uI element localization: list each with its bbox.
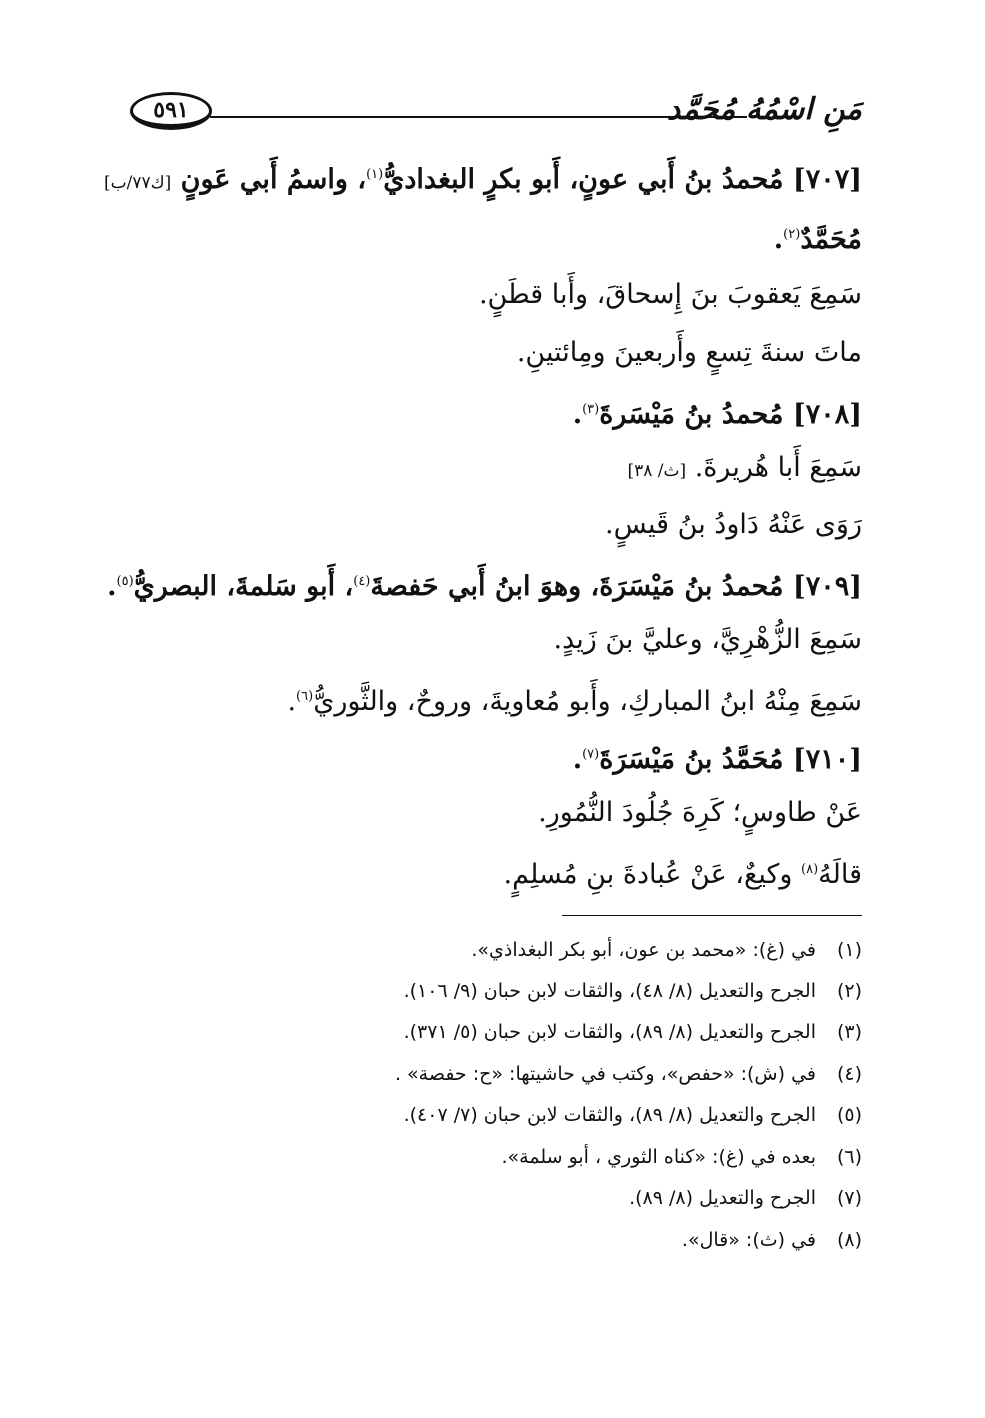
entry-text: [٧٠٧] مُحمدُ بنُ أَبي عونٍ، أَبو بكرٍ البغداديُّ	[383, 164, 862, 195]
entry-707-line-2	[774, 215, 862, 260]
footnote-8	[682, 1225, 862, 1255]
entry-text: .	[287, 686, 297, 717]
text-line	[627, 448, 862, 491]
footnote-number: (٦)	[836, 1146, 862, 1168]
entry-text: [٧٠٩] مُحمدُ بنُ مَيْسَرَةَ، وهوَ ابنُ أَبي حَفصةَ	[370, 571, 862, 602]
footnote-ref[interactable]: (٣)	[582, 402, 600, 417]
entry-708	[573, 390, 862, 435]
footnote-ref[interactable]: (١)	[366, 167, 384, 182]
text-line	[517, 333, 862, 373]
manuscript-marker: [ك٧٧/ب]	[103, 173, 172, 193]
entry-text: سَمِعَ يَعقوبَ بنَ إِسحاقَ، وأَبا قطَنٍ.	[478, 279, 862, 310]
entry-text: .	[572, 744, 583, 775]
page-number-badge	[130, 92, 212, 130]
footnote-text: في (ش): «حفص»، وكتب في حاشيتها: «ح: حفصة» .	[394, 1063, 816, 1085]
entry-text: .	[572, 399, 583, 430]
footnote-separator	[562, 915, 862, 916]
footnote-text: الجرح والتعديل (٨/ ٨٩).	[629, 1187, 816, 1209]
footnote-ref[interactable]: (٦)	[296, 689, 314, 704]
entry-709	[107, 562, 862, 607]
entry-text: وكيعٌ، عَنْ عُبادةَ بنِ مُسلِمٍ.	[503, 859, 802, 890]
entry-text: سَمِعَ مِنْهُ ابنُ المباركِ، وأَبو مُعاويةَ، وروحٌ، والثَّوريُّ	[313, 686, 862, 717]
footnote-6	[501, 1142, 862, 1172]
footnote-2	[404, 976, 862, 1006]
footnote-number: (٢)	[836, 980, 862, 1002]
footnote-4	[395, 1059, 862, 1089]
footnote-ref[interactable]: (٨)	[801, 862, 819, 877]
footnote-number: (٣)	[836, 1021, 862, 1043]
footnote-text: في (ث): «قال».	[681, 1229, 816, 1251]
entry-text: قالَهُ	[818, 859, 862, 890]
entry-text: ماتَ سنةَ تِسعٍ وأَربعينَ ومِائتينِ.	[516, 337, 862, 368]
entry-text: ، أَبو سَلمةَ، البصريُّ	[133, 571, 354, 602]
entry-text: عَنْ طاوسٍ؛ كَرِهَ جُلُودَ النُّمُورِ.	[538, 797, 862, 828]
entry-710	[573, 735, 862, 780]
footnote-ref[interactable]: (٥)	[116, 574, 134, 589]
footnote-number: (١)	[836, 939, 862, 961]
text-line	[479, 275, 862, 315]
entry-707-line-1	[104, 155, 862, 203]
entry-text: ، واسمُ أَبي عَونٍ	[171, 164, 367, 195]
footnote-text: الجرح والتعديل (٨/ ٨٩)، والثقات لابن حبان (٧/ ٤٠٧).	[403, 1104, 816, 1126]
footnote-text: بعده في (غ): «كناه الثوري ، أبو سلمة».	[501, 1146, 816, 1168]
entry-text: .	[773, 224, 784, 255]
entry-text: سَمِعَ الزُّهْرِيَّ، وعليَّ بنَ زَيدٍ.	[553, 624, 862, 655]
entry-text: [٧٠٨] مُحمدُ بنُ مَيْسَرةَ	[599, 399, 862, 430]
footnote-ref[interactable]: (٧)	[582, 747, 600, 762]
text-line	[605, 505, 862, 545]
text-line	[287, 677, 862, 722]
footnote-3	[404, 1017, 862, 1047]
footnote-5	[404, 1100, 862, 1130]
entry-text: [٧١٠] مُحَمَّدُ بنُ مَيْسَرَةَ	[599, 744, 862, 775]
text-line	[553, 620, 862, 660]
manuscript-marker: [ث/ ٣٨]	[627, 461, 687, 481]
footnote-number: (٨)	[836, 1229, 862, 1251]
text-line	[538, 793, 862, 833]
entry-text: رَوَى عَنْهُ دَاودُ بنُ قَيسٍ.	[605, 509, 862, 540]
footnote-number: (٧)	[836, 1187, 862, 1209]
footnote-ref[interactable]: (٢)	[783, 227, 801, 242]
entry-text: .	[107, 571, 117, 602]
running-title: مَنِ اسْمُهُ مُحَمَّد	[666, 92, 862, 127]
entry-text: سَمِعَ أَبا هُريرةَ.	[686, 452, 862, 483]
footnote-text: الجرح والتعديل (٨/ ٤٨)، والثقات لابن حبان (٩/ ١٠٦).	[403, 980, 816, 1002]
footnote-7	[629, 1183, 862, 1213]
page-header	[130, 78, 862, 138]
entry-text: مُحَمَّدٌ	[800, 224, 862, 255]
page-number: ٥٩١	[153, 96, 189, 123]
footnote-number: (٥)	[836, 1104, 862, 1126]
footnote-number: (٤)	[836, 1063, 862, 1085]
footnote-ref[interactable]: (٤)	[353, 574, 371, 589]
footnote-text: الجرح والتعديل (٨/ ٨٩)، والثقات لابن حبان (٥/ ٣٧١).	[403, 1021, 816, 1043]
footnote-text: في (غ): «محمد بن عون، أبو بكر البغداذي».	[471, 939, 816, 961]
footnote-1	[471, 935, 862, 965]
text-line	[504, 850, 862, 895]
